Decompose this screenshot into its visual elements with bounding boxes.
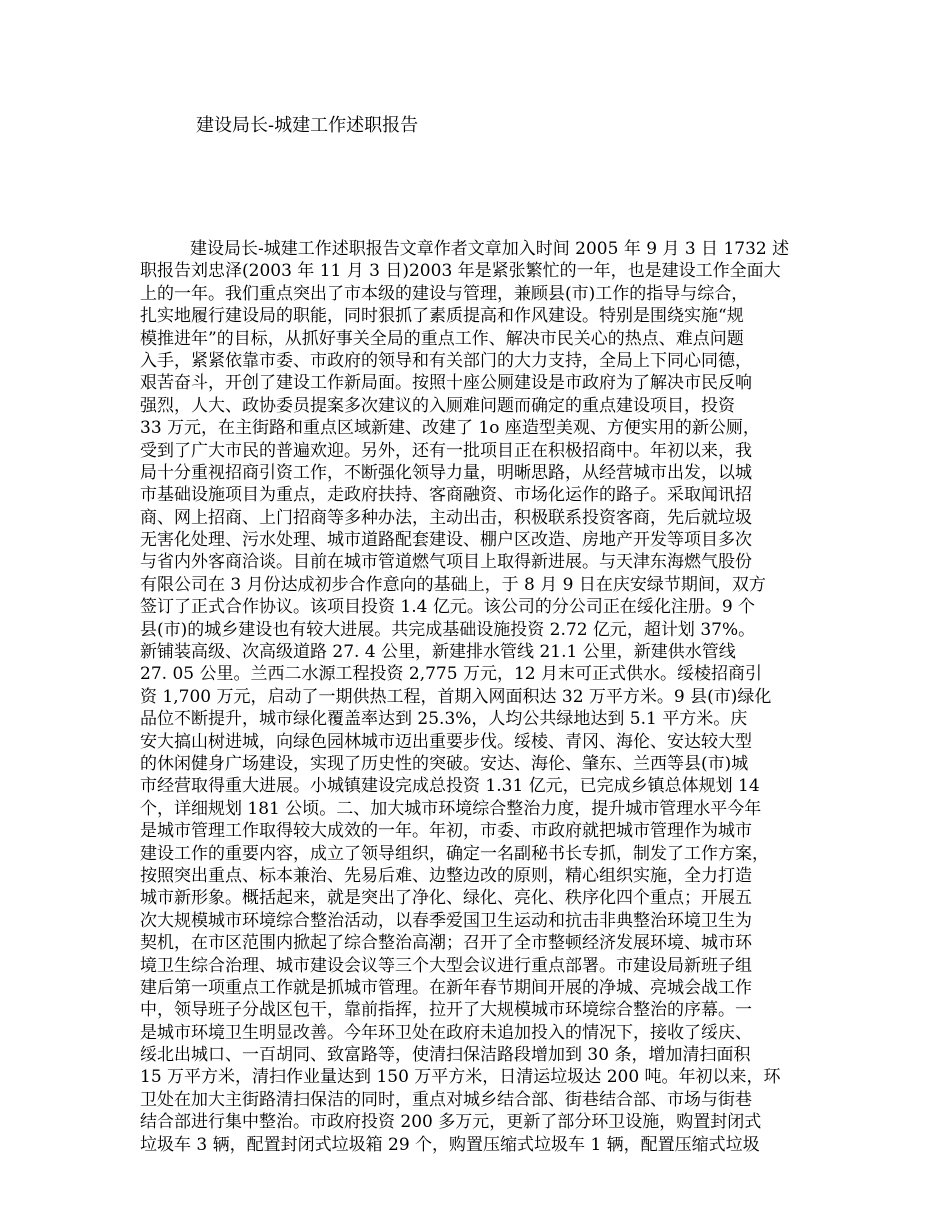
body-line: 15 万平方米，清扫作业量达到 150 万平方米，日清运垃圾达 200 吨。年初以来，环 <box>140 1067 781 1088</box>
body-line: 资 1,700 万元，启动了一期供热工程，首期入网面积达 32 万平方米。9 县(市)绿化 <box>140 686 772 707</box>
body-line: 品位不断提升，城市绿化覆盖率达到 25.3%，人均公共绿地达到 5.1 平方米。庆 <box>140 709 748 730</box>
body-line: 职报告刘忠泽(2003 年 11 月 3 日)2003 年是紧张繁忙的一年，也是建设工作全面大 <box>140 261 781 282</box>
body-line: 受到了广大市民的普遍欢迎。另外，还有一批项目正在积极招商中。年初以来，我 <box>140 440 752 461</box>
document-body <box>140 238 830 1156</box>
body-line: 27. 05 公里。兰西二水源工程投资 2,775 万元，12 月末可正式供水。绥棱招商引 <box>140 664 762 685</box>
body-line: 模推进年”的目标，从抓好事关全局的重点工作、解决市民关心的热点、难点问题 <box>140 328 744 349</box>
body-line: 有限公司在 3 月份达成初步合作意向的基础上，于 8 月 9 日在庆安绿节期间，双方 <box>140 574 766 595</box>
body-line: 是城市管理工作取得较大成效的一年。年初，市委、市政府就把城市管理作为城市 <box>140 821 752 842</box>
body-line: 的休闲健身广场建设，实现了历史性的突破。安达、海伦、肇东、兰西等县(市)城 <box>140 753 749 774</box>
body-line: 新铺装高级、次高级道路 27. 4 公里，新建排水管线 21.1 公里，新建供水管线 <box>140 642 736 663</box>
body-line: 按照突出重点、标本兼治、先易后难、边整边改的原则，精心组织实施，全力打造 <box>140 865 752 886</box>
body-line: 建设局长-城建工作述职报告文章作者文章加入时间 2005 年 9 月 3 日 1732 述 <box>190 239 790 259</box>
body-line: 入手，紧紧依靠市委、市政府的领导和有关部门的大力支持，全局上下同心同德， <box>140 350 752 371</box>
body-line: 个，详细规划 181 公顷。二、加大城市环境综合整治力度，提升城市管理水平今年 <box>140 798 762 819</box>
body-line: 33 万元，在主街路和重点区域新建、改建了 1o 座造型美观、方便实用的新公厕， <box>140 418 760 439</box>
body-line: 是城市环境卫生明显改善。今年环卫处在政府未追加投入的情况下，接收了绥庆、 <box>140 1022 752 1043</box>
body-line: 绥北出城口、一百胡同、致富路等，使清扫保洁路段增加到 30 条，增加清扫面积 <box>140 1045 751 1066</box>
body-line: 扎实地履行建设局的职能，同时狠抓了素质提高和作风建设。特别是围绕实施“规 <box>140 306 744 327</box>
body-line: 次大规模城市环境综合整治活动，以春季爱国卫生运动和抗击非典整治环境卫生为 <box>140 910 752 931</box>
body-line: 建设工作的重要内容，成立了领导组织，确定一名副秘书长专抓，制发了工作方案， <box>140 843 769 864</box>
body-line: 中，领导班子分战区包干，靠前指挥，拉开了大规模城市环境综合整治的序幕。一 <box>140 1000 752 1021</box>
body-line: 结合部进行集中整治。市政府投资 200 多万元，更新了部分环卫设施，购置封闭式 <box>140 1112 762 1133</box>
body-line: 建后第一项重点工作就是抓城市管理。在新年春节期间开展的净城、亮城会战工作 <box>140 977 752 998</box>
body-line: 与省内外客商洽谈。目前在城市管道燃气项目上取得新进展。与天津东海燃气股份 <box>140 552 752 573</box>
body-line: 县(市)的城乡建设也有较大进展。共完成基础设施投资 2.72 亿元，超计划 37%。 <box>140 619 756 640</box>
body-line: 市基础设施项目为重点，走政府扶持、客商融资、市场化运作的路子。采取闻讯招 <box>140 485 752 506</box>
body-line: 垃圾车 3 辆，配置封闭式垃圾箱 29 个，购置压缩式垃圾车 1 辆，配置压缩式垃圾 <box>140 1134 760 1155</box>
body-line: 卫处在加大主街路清扫保洁的同时，重点对城乡结合部、街巷结合部、市场与街巷 <box>140 1089 752 1110</box>
document-title: 建设局长-城建工作述职报告 <box>196 115 419 136</box>
body-line: 无害化处理、污水处理、城市道路配套建设、棚户区改造、房地产开发等项目多次 <box>140 530 752 551</box>
body-line: 强烈，人大、政协委员提案多次建议的入厕难问题而确定的重点建设项目，投资 <box>140 395 735 416</box>
body-line: 安大搞山树进城，向绿色园林城市迈出重要步伐。绥棱、青冈、海伦、安达较大型 <box>140 731 752 752</box>
body-line: 局十分重视招商引资工作，不断强化领导力量，明晰思路，从经营城市出发，以城 <box>140 462 752 483</box>
body-line: 境卫生综合治理、城市建设会议等三个大型会议进行重点部署。市建设局新班子组 <box>140 955 752 976</box>
body-line: 城市新形象。概括起来，就是突出了净化、绿化、亮化、秩序化四个重点；开展五 <box>140 888 752 909</box>
body-line: 艰苦奋斗，开创了建设工作新局面。按照十座公厕建设是市政府为了解决市民反响 <box>140 373 752 394</box>
body-line: 上的一年。我们重点突出了市本级的建设与管理，兼顾县(市)工作的指导与综合， <box>140 283 749 304</box>
body-line: 商、网上招商、上门招商等多种办法，主动出击，积极联系投资客商，先后就垃圾 <box>140 507 752 528</box>
body-line: 市经营取得重大进展。小城镇建设完成总投资 1.31 亿元，已完成乡镇总体规划 14 <box>140 776 760 797</box>
body-line: 签订了正式合作协议。该项目投资 1.4 亿元。该公司的分公司正在绥化注册。9 个 <box>140 597 756 618</box>
body-line: 契机，在市区范围内掀起了综合整治高潮；召开了全市整顿经济发展环境、城市环 <box>140 933 752 954</box>
